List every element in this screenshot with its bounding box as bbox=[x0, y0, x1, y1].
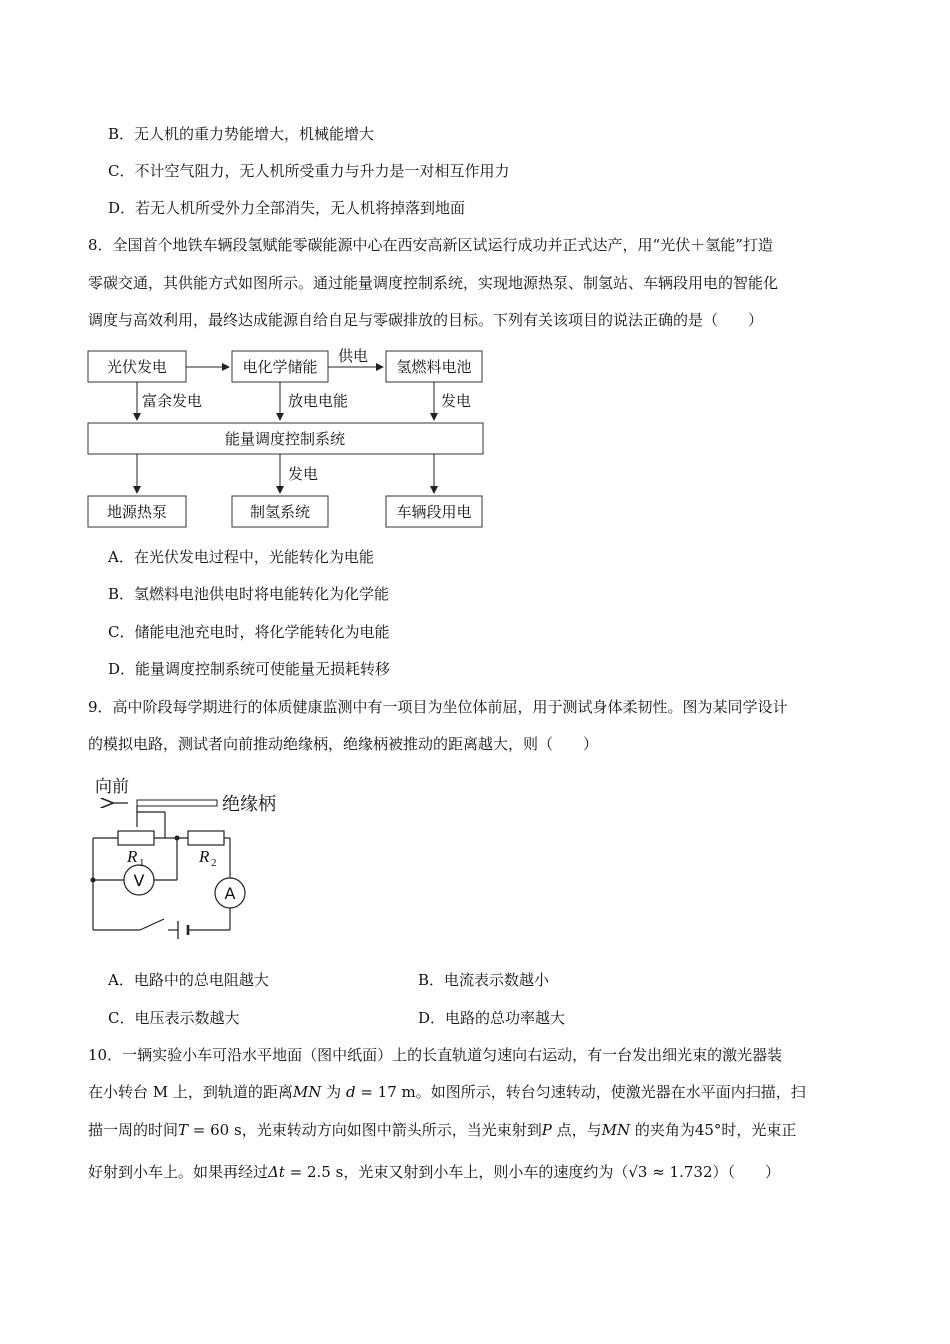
q8-stem-line-3: 调度与高效利用，最终达成能源自给自足与零碳排放的目标。下列有关该项目的说法正确的是（ ） bbox=[88, 311, 764, 329]
insulating-handle bbox=[137, 800, 217, 806]
q9-stem-line-2: 的模拟电路，测试者向前推动绝缘柄，绝缘柄被推动的距离越大，则（ ） bbox=[88, 735, 599, 753]
resistor-r2 bbox=[188, 831, 224, 845]
q9-option-a: A．电路中的总电阻越大 bbox=[108, 971, 269, 989]
q8-option-a: A．在光伏发电过程中，光能转化为电能 bbox=[108, 548, 374, 566]
q7-option-c: C．不计空气阻力，无人机所受重力与升力是一对相互作用力 bbox=[108, 162, 510, 180]
box-depot-label: 车辆段用电 bbox=[396, 503, 472, 521]
q8-stem-line-2: 零碳交通，其供能方式如图所示。通过能量调度控制系统，实现地源热泵、制氢站、车辆段用电的智能化 bbox=[88, 274, 779, 292]
label-gen-2: 发电 bbox=[288, 465, 319, 483]
q8-stem-line-1: 8．全国首个地铁车辆段氢赋能零碳能源中心在西安高新区试运行成功并正式达产，用“光伏＋氢能”打造 bbox=[88, 236, 773, 254]
label-surplus: 富余发电 bbox=[142, 392, 203, 410]
q9-option-d: D．电路的总功率越大 bbox=[418, 1009, 566, 1027]
q10-line-4: 好射到小车上。如果再经过Δt = 2.5 s，光束又射到小车上，则小车的速度约为（√3 ≈ 1.732）（ ） bbox=[88, 1163, 781, 1181]
q7-option-d: D．若无人机所受外力全部消失，无人机将掉落到地面 bbox=[108, 199, 466, 217]
q8-option-b: B．氢燃料电池供电时将电能转化为化学能 bbox=[108, 585, 390, 603]
q10-line-3: 描一周的时间T = 60 s，光束转动方向如图中箭头所示，当光束射到P 点，与MN 的夹角为45°时，光束正 bbox=[88, 1121, 797, 1139]
r2-sub: 2 bbox=[211, 857, 217, 869]
label-gen-1: 发电 bbox=[441, 392, 472, 410]
r1-sub: 1 bbox=[139, 857, 145, 869]
r1-label: R bbox=[127, 847, 138, 866]
switch bbox=[140, 919, 164, 930]
label-forward: 向前 bbox=[95, 777, 129, 797]
q9-stem-line-1: 9．高中阶段每学期进行的体质健康监测中有一项目为坐位体前屈，用于测试身体柔韧性。图为某同学设计 bbox=[88, 698, 788, 716]
box-control-label: 能量调度控制系统 bbox=[224, 430, 346, 448]
r2-label: R bbox=[199, 847, 210, 866]
box-storage-label: 电化学储能 bbox=[242, 358, 318, 376]
box-h2-label: 制氢系统 bbox=[249, 503, 311, 521]
q9-option-c: C．电压表示数越大 bbox=[108, 1009, 240, 1027]
label-discharge: 放电电能 bbox=[288, 392, 349, 410]
q9-option-b: B．电流表示数越小 bbox=[418, 971, 550, 989]
label-handle: 绝缘柄 bbox=[222, 794, 276, 815]
q8-option-c: C．储能电池充电时，将化学能转化为电能 bbox=[108, 623, 390, 641]
box-fuelcell-label: 氢燃料电池 bbox=[396, 358, 472, 376]
label-supply: 供电 bbox=[337, 347, 369, 365]
ammeter-label: A bbox=[224, 884, 236, 903]
voltmeter-label: V bbox=[133, 871, 145, 890]
q8-option-d: D．能量调度控制系统可使能量无损耗转移 bbox=[108, 660, 391, 678]
resistor-r1 bbox=[118, 831, 154, 845]
q7-option-b: B．无人机的重力势能增大，机械能增大 bbox=[108, 125, 375, 143]
q10-line-2: 在小转台 M 上，到轨道的距离MN 为 d = 17 m。如图所示，转台匀速转动，使激光器在水平面内扫描，扫 bbox=[88, 1083, 806, 1101]
box-pv-label: 光伏发电 bbox=[106, 358, 168, 376]
box-heatpump-label: 地源热泵 bbox=[106, 503, 168, 521]
q10-line-1: 10．一辆实验小车可沿水平地面（图中纸面）上的长直轨道匀速向右运动，有一台发出细光束的激光器装 bbox=[88, 1046, 783, 1064]
